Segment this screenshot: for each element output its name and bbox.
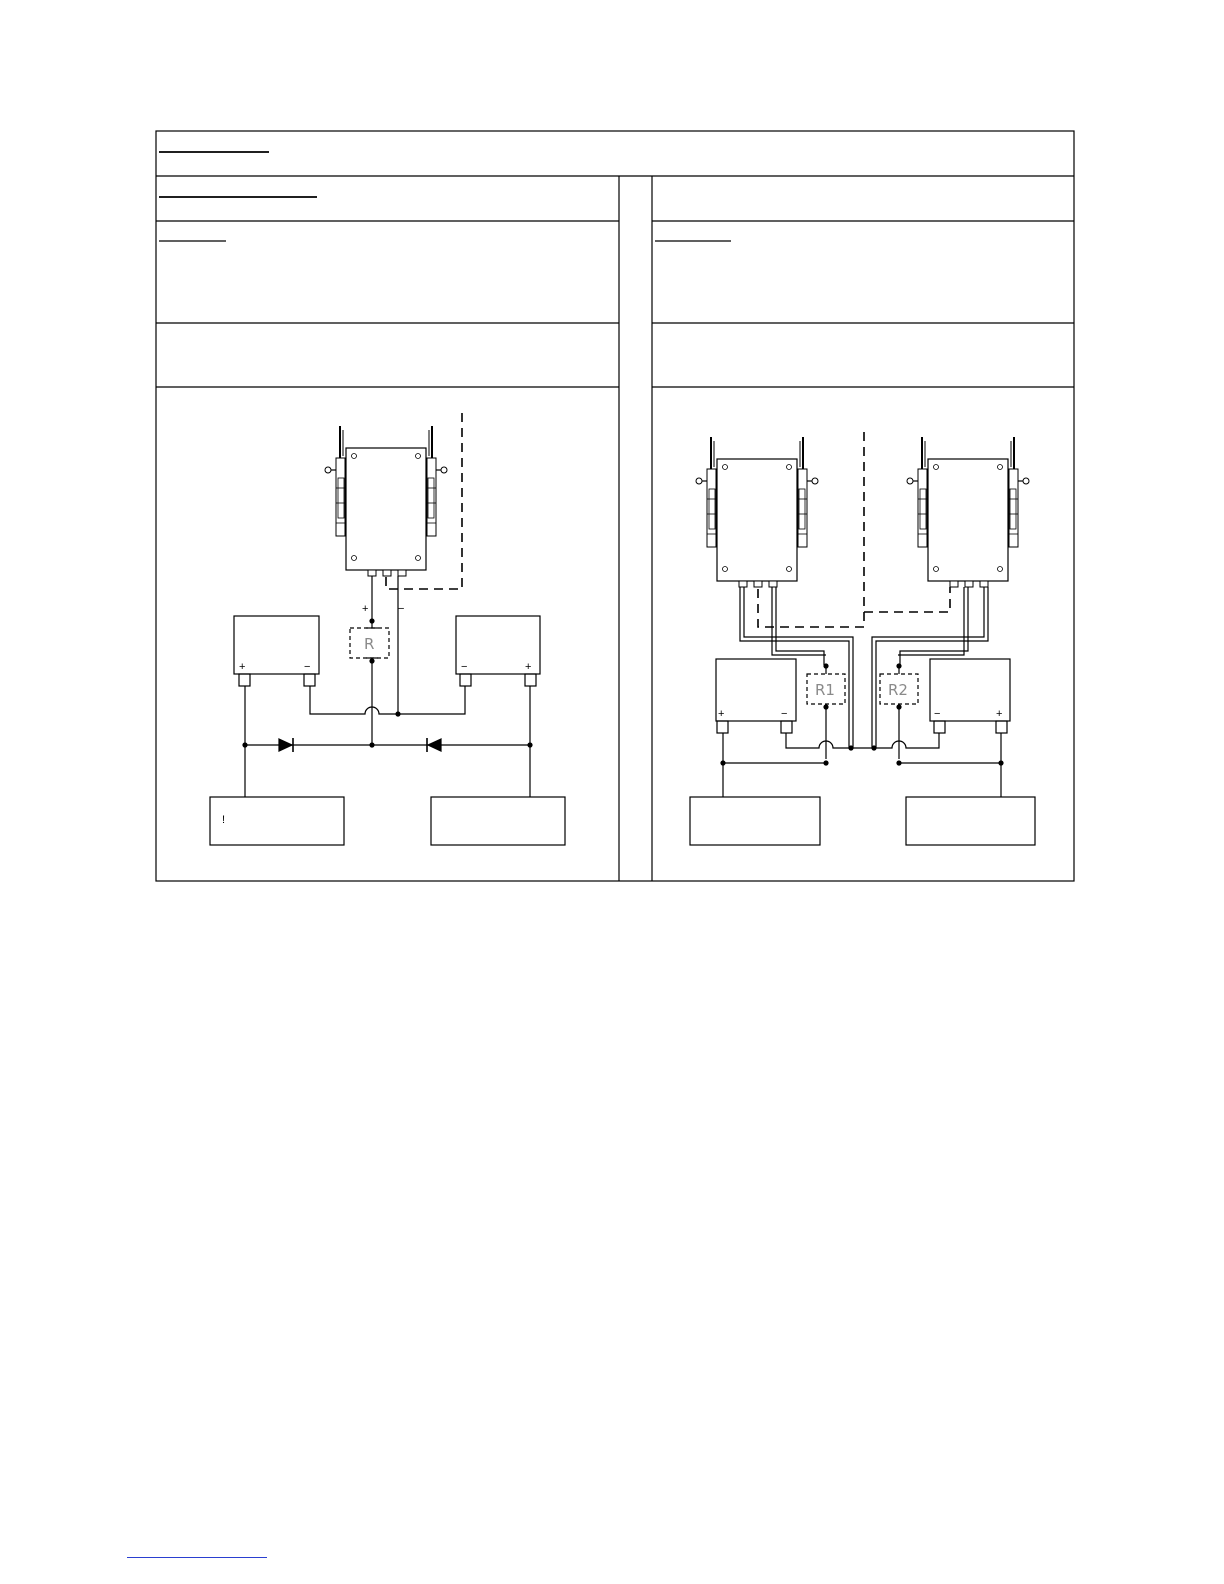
battery-right-negative-terminal: − [461,661,468,673]
battery-left-negative-terminal: − [304,661,311,673]
diode-right [428,739,441,751]
battery-b-negative-terminal: − [934,708,941,720]
battery-right-positive-terminal: + [525,661,532,673]
diode-left [279,739,292,751]
resistor-r1-label: R1 [815,681,835,699]
left-wiring-diagram [210,413,565,845]
battery-left-positive-terminal: + [239,661,246,673]
battery-a-positive-terminal: + [718,708,725,720]
resistor-r2-label: R2 [888,681,908,699]
controller-unit-left [325,426,447,576]
footer-link-underline[interactable] [127,1557,267,1558]
battery-b-positive-terminal: + [996,708,1003,720]
resistor-r-label: R [364,635,375,653]
heading-underlines [159,152,731,241]
load-box-b [906,797,1035,845]
positive-wire-label: + [362,603,369,615]
load-left-mark: ! [222,814,226,826]
load-box-left [210,797,344,845]
load-box-a [690,797,820,845]
battery-a-negative-terminal: − [781,708,788,720]
right-wiring-diagram [690,432,1035,845]
negative-wire-label: − [398,603,405,615]
controller-unit-b [907,437,1029,587]
controller-unit-a [696,437,818,587]
load-box-right [431,797,565,845]
